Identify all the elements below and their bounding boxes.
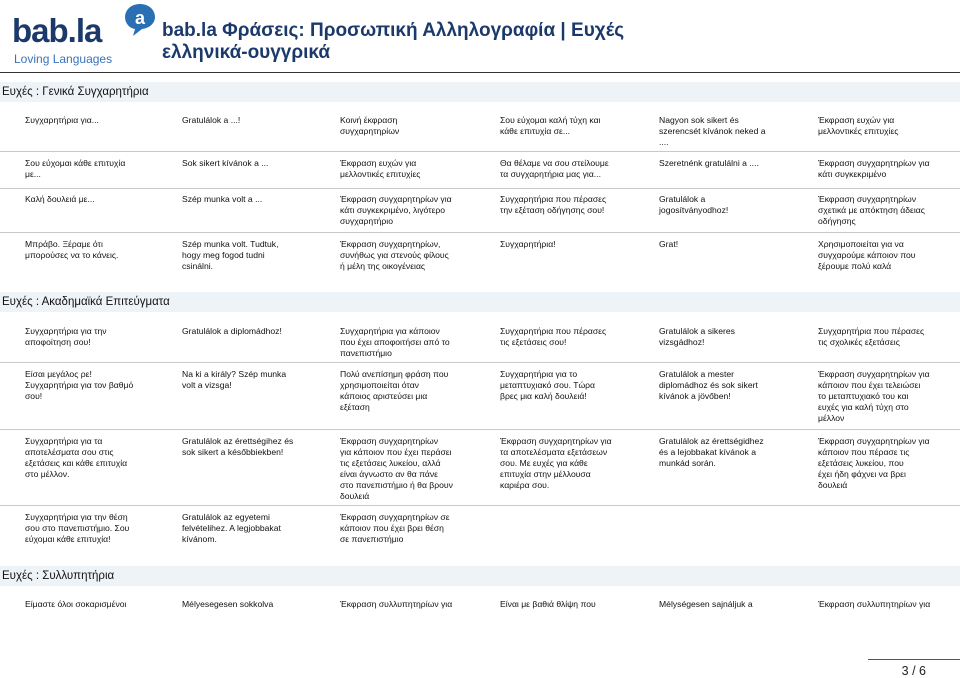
speech-bubble-icon xyxy=(122,2,158,38)
phrase-greek: Σου εύχομαι κάθε επιτυχία με... xyxy=(25,158,126,179)
phrase-greek: Έκφραση συγχαρητηρίων για τα αποτελέσματα εξετάσεων σου. Με ευχές για κάθε επιτυχία στην μέλλουσα καριέρα σου. xyxy=(500,436,612,490)
phrase-explanation: Κοινή έκφραση συγχαρητηρίων xyxy=(340,115,400,136)
phrase-greek: Θα θέλαμε να σου στείλουμε τα συγχαρητήρια μας για... xyxy=(500,158,609,179)
phrase-explanation: Έκφραση συλλυπητηρίων για xyxy=(340,599,453,609)
phrase-explanation: Έκφραση συγχαρητηρίων για κάτι συγκεκριμένο xyxy=(818,158,930,179)
logo-wordmark: bab.la xyxy=(12,12,102,49)
section-heading: Ευχές : Ακαδημαϊκά Επιτεύγματα xyxy=(0,292,960,312)
babla-logo[interactable] xyxy=(12,2,152,66)
phrase-hungarian: Grat! xyxy=(659,239,679,249)
phrase-greek: Συγχαρητήρια για... xyxy=(25,115,99,125)
section-heading: Ευχές : Γενικά Συγχαρητήρια xyxy=(0,82,960,102)
phrase-explanation: Χρησιμοποιείται για να συγχαρούμε κάποιον που ξέρουμε πολύ καλά xyxy=(818,239,916,271)
phrase-greek: Καλή δουλειά με... xyxy=(25,194,95,204)
phrase-greek: Είσαι μεγάλος ρε! Συγχαρητήρια για τον βαθμό σου! xyxy=(25,369,134,401)
phrase-explanation: Έκφραση συγχαρητηρίων για κάποιον που έχει τελειώσει το μεταπτυχιακό του και ευχές για καλή τύχη στο μέλλον xyxy=(818,369,930,423)
phrase-greek: Συγχαρητήρια για την αποφοίτηση σου! xyxy=(25,326,107,347)
phrase-hungarian: Na ki a király? Szép munka volt a vizsga! xyxy=(182,369,287,390)
phrase-hungarian: Gratulálok a mester diplomádhoz és sok sikert kívánok a jövőben! xyxy=(659,369,758,401)
phrase-hungarian: Mélységesen sajnáljuk a xyxy=(659,599,753,609)
phrase-greek: Συγχαρητήρια που πέρασες την εξέταση οδήγησης σου! xyxy=(500,194,607,215)
phrase-explanation: Πολύ ανεπίσημη φράση που χρησιμοποιείται όταν κάποιος αριστεύσει μια εξέταση xyxy=(340,369,449,412)
phrase-hungarian: Gratulálok az érettségidhez és a lejobbakat kívánok a munkád során. xyxy=(659,436,764,468)
phrase-explanation: Συγχαρητήρια που πέρασες τις σχολικές εξετάσεις xyxy=(818,326,925,347)
phrase-greek: Είναι με βαθιά θλίψη που xyxy=(500,599,596,609)
phrase-greek: Συγχαρητήρια! xyxy=(500,239,556,249)
row-divider xyxy=(0,188,960,189)
phrase-explanation: Έκφραση ευχών για μελλοντικές επιτυχίες xyxy=(818,115,899,136)
phrase-hungarian: Szép munka volt a ... xyxy=(182,194,263,204)
page-title xyxy=(162,20,624,64)
phrase-explanation: Έκφραση συγχαρητηρίων σε κάποιον που έχει βρει θέση σε πανεπιστήμιο xyxy=(340,512,450,544)
header-rule xyxy=(0,72,960,73)
row-divider xyxy=(0,362,960,363)
page-number: 3 / 6 xyxy=(901,664,926,678)
phrase-hungarian: Mélyesegesen sokkolva xyxy=(182,599,274,609)
phrase-explanation: Έκφραση ευχών για μελλοντικές επιτυχίες xyxy=(340,158,421,179)
page-title-line2: ελληνικά-ουγγρικά xyxy=(162,42,331,63)
phrase-explanation: Έκφραση συγχαρητηρίων σχετικά με απόκτηση άδειας οδήγησης xyxy=(818,194,925,226)
phrase-greek: Σου εύχομαι καλή τύχη και κάθε επιτυχία σε... xyxy=(500,115,601,136)
row-divider xyxy=(0,232,960,233)
phrase-greek: Συγχαρητήρια για το μεταπτυχιακό σου. Τώρα βρες μια καλή δουλειά! xyxy=(500,369,596,401)
phrase-hungarian: Gratulálok a sikeres vizsgádhoz! xyxy=(659,326,735,347)
row-divider xyxy=(0,151,960,152)
logo-tagline: Loving Languages xyxy=(14,52,113,66)
row-divider xyxy=(0,429,960,430)
phrase-explanation: Έκφραση συγχαρητηρίων για κάποιον που πέρασε τις εξετάσεις λυκείου, που έχει ήδη φάχνει να βρει δουλειά xyxy=(818,436,930,490)
phrase-hungarian: Gratulálok a jogosítványodhoz! xyxy=(659,194,729,215)
phrase-hungarian: Gratulálok az egyetemi felvételihez. A legjobbakat kívánom. xyxy=(182,512,281,544)
phrase-hungarian: Gratulálok a ...! xyxy=(182,115,241,125)
page-title-line1: bab.la Φράσεις: Προσωπική Αλληλογραφία | Ευχές xyxy=(162,20,625,41)
svg-text:a: a xyxy=(134,8,146,28)
footer-rule xyxy=(868,659,960,660)
phrase-hungarian: Sok sikert kívánok a ... xyxy=(182,158,269,168)
phrase-hungarian: Gratulálok az érettségihez és sok sikert a későbbiekben! xyxy=(182,436,294,457)
phrase-explanation: Έκφραση συγχαρητηρίων, συνήθως για στενούς φίλους ή μέλη της οικογένειας xyxy=(340,239,449,271)
phrase-hungarian: Nagyon sok sikert és szerencsét kívánok neked a .... xyxy=(659,115,766,147)
phrase-greek: Συγχαρητήρια που πέρασες τις εξετάσεις σου! xyxy=(500,326,607,347)
phrase-explanation: Έκφραση συλλυπητηρίων για xyxy=(818,599,931,609)
section-heading: Ευχές : Συλλυπητήρια xyxy=(0,566,960,586)
phrase-explanation: Συγχαρητήρια για κάποιον που έχει αποφοιτήσει από το πανεπιστήμιο xyxy=(340,326,450,358)
phrase-explanation: Έκφραση συγχαρητηρίων για κάτι συγκεκριμένο, λιγότερο συγχαρητήριο xyxy=(340,194,452,226)
phrase-greek: Είμαστε όλοι σοκαρισμένοι xyxy=(25,599,127,609)
phrase-hungarian: Szeretnénk gratulálni a .... xyxy=(659,158,759,168)
phrase-greek: Συγχαρητήρια για τα αποτελέσματα σου στις εξετάσεις και κάθε επιτυχία στο μέλλον. xyxy=(25,436,128,479)
row-divider xyxy=(0,505,960,506)
phrase-greek: Συγχαρητήρια για την θέση σου στο πανεπιστήμιο. Σου εύχομαι κάθε επιτυχία! xyxy=(25,512,130,544)
phrase-explanation: Έκφραση συγχαρητηρίων για κάποιον που έχει περάσει τις εξετάσεις λυκείου, αλλά είναι άγνωστο αν θα πάνε στο πανεπιστήμιο ή θα βρουν δουλειά xyxy=(340,436,453,501)
phrase-hungarian: Gratulálok a diplomádhoz! xyxy=(182,326,282,336)
phrase-greek: Μπράβο. Ξέραμε ότι μπορούσες να το κάνεις. xyxy=(25,239,119,260)
phrase-hungarian: Szép munka volt. Tudtuk, hogy meg fogod tudni csinálni. xyxy=(182,239,279,271)
